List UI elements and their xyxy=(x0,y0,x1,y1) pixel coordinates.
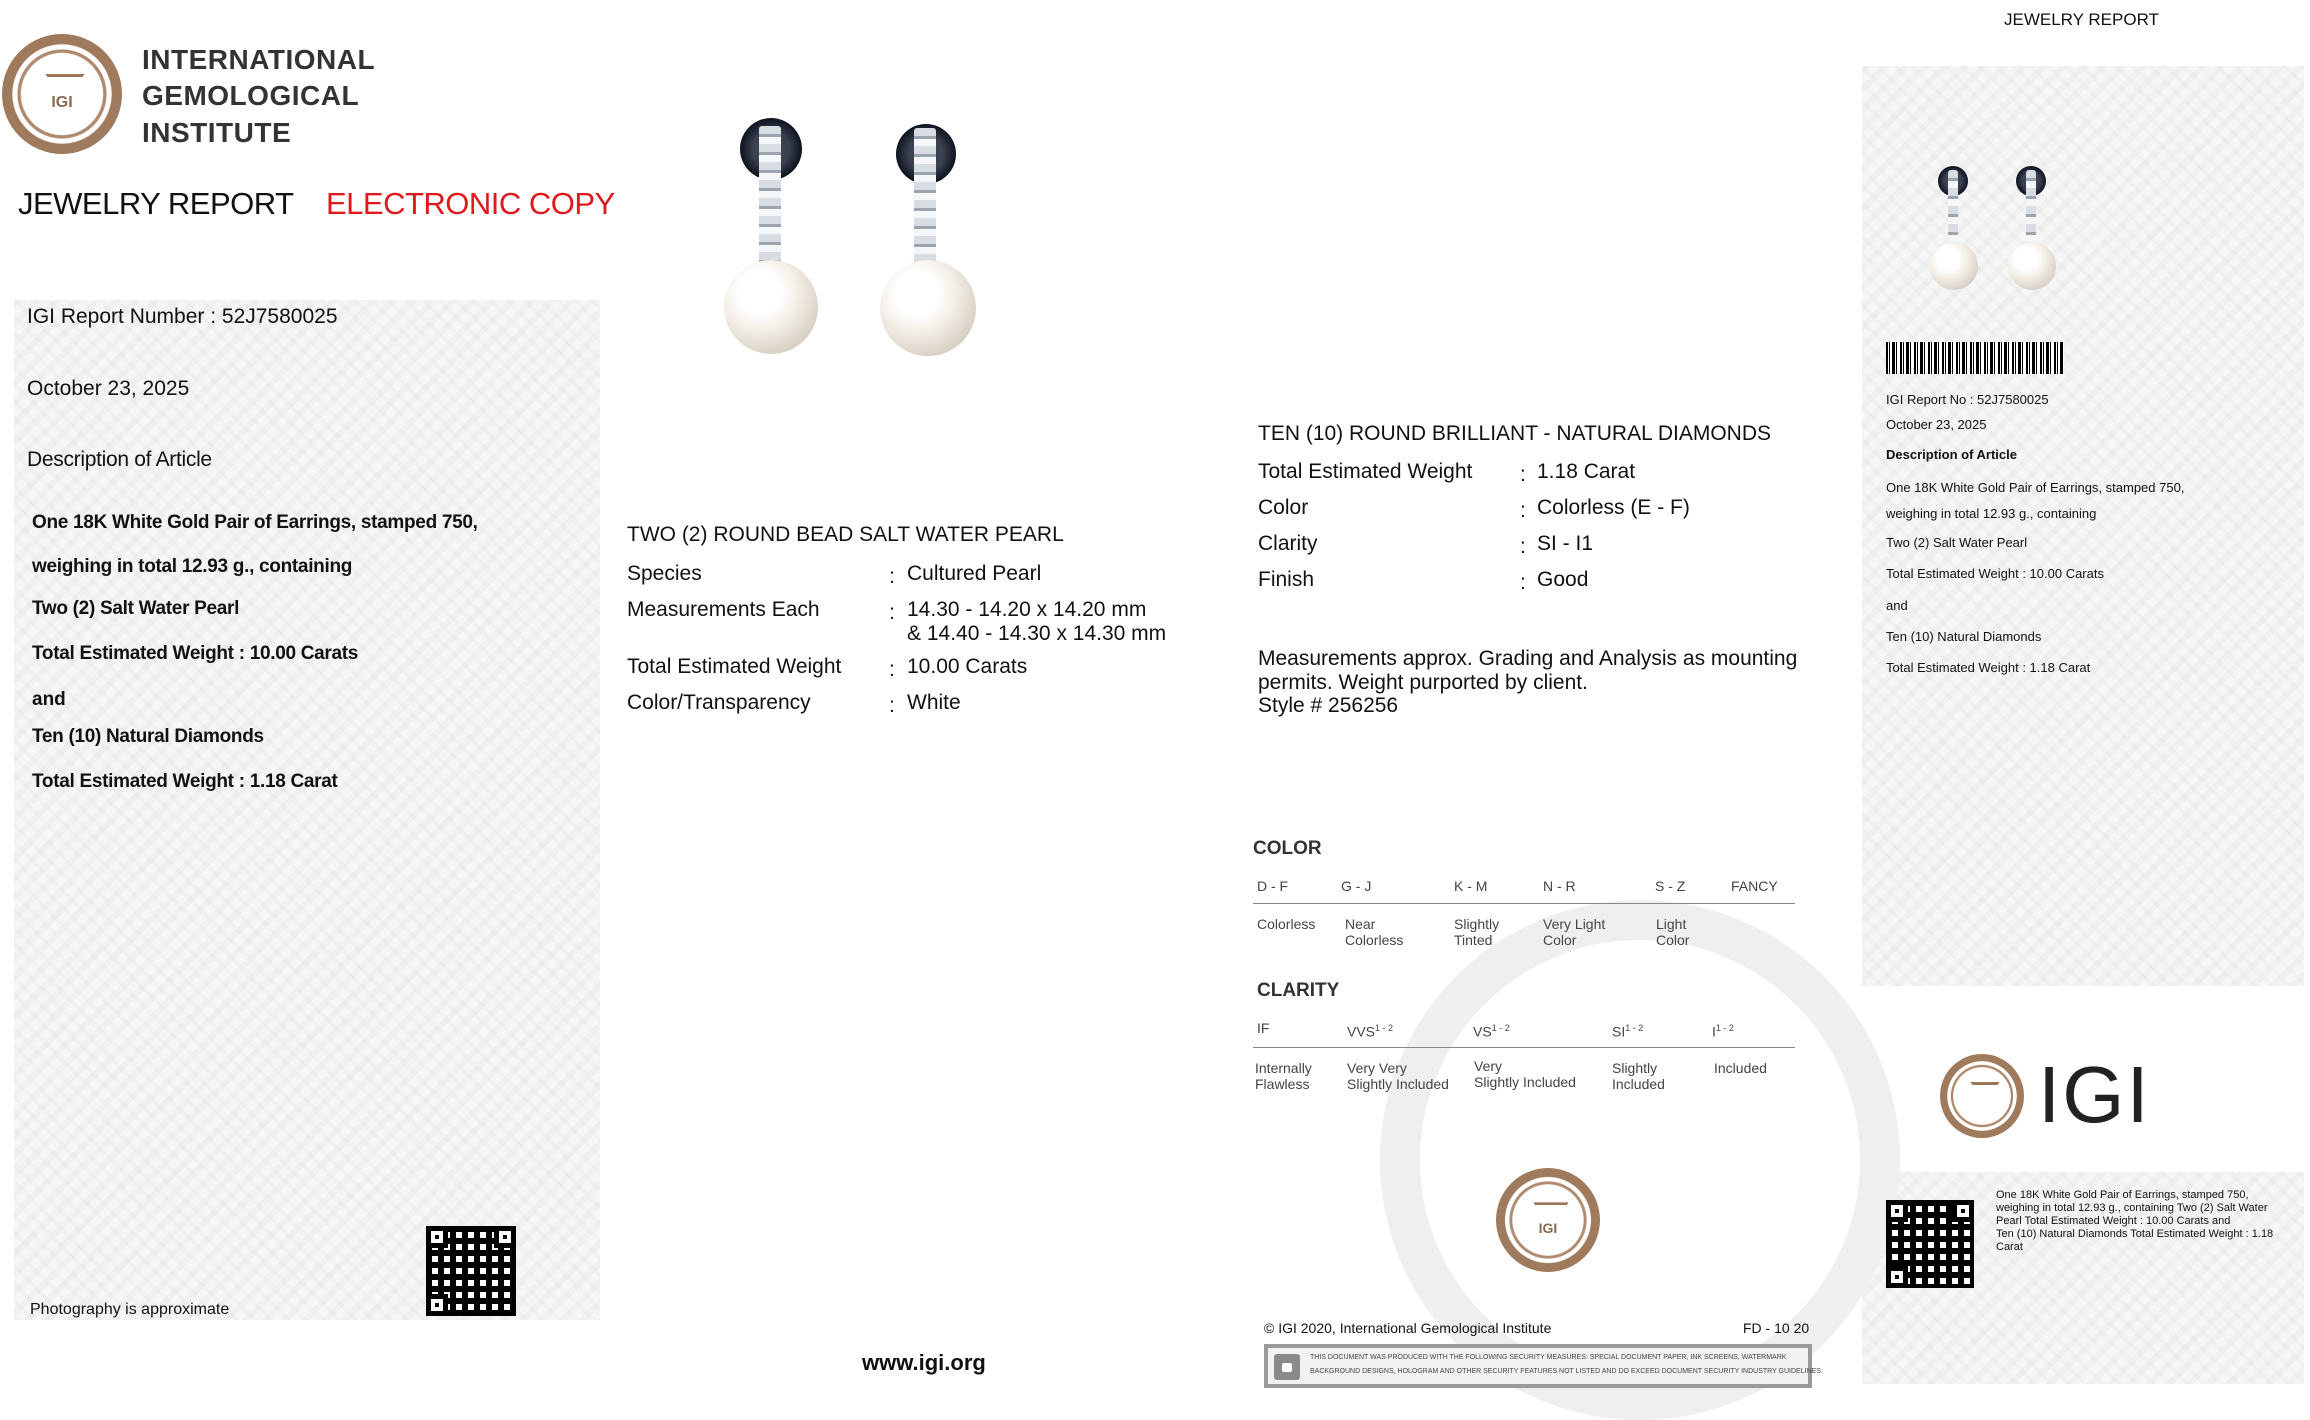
diamond-row-value: Colorless (E - F) xyxy=(1537,496,1690,519)
color-grade-desc: Colorless xyxy=(1345,932,1404,948)
colon-separator: : xyxy=(889,565,895,588)
description-line: Two (2) Salt Water Pearl xyxy=(32,598,240,619)
pearl-row-value: 10.00 Carats xyxy=(907,655,1028,678)
barcode[interactable] xyxy=(1886,342,2064,374)
colon-separator: : xyxy=(1520,535,1526,558)
earring-photo xyxy=(700,110,1000,370)
clarity-grade-desc: Slightly Included xyxy=(1347,1076,1449,1092)
report-title: JEWELRY REPORT xyxy=(18,186,294,221)
igi-seal-logo xyxy=(2,34,122,154)
pearl-row-label: Species xyxy=(627,562,702,585)
diamond-row-label: Clarity xyxy=(1258,532,1318,555)
seal-letters: IGI xyxy=(51,94,73,111)
diamond-row-label: Color xyxy=(1258,496,1309,519)
pearl-row-value-2: & 14.40 - 14.30 x 14.30 mm xyxy=(907,622,1167,645)
color-grade-code: D - F xyxy=(1257,878,1289,894)
right-summary-line: Carat xyxy=(1996,1241,2023,1253)
right-description-heading: Description of Article xyxy=(1886,447,2017,462)
electronic-copy-label: ELECTRONIC COPY xyxy=(326,186,615,221)
clarity-grade-desc: Very Very xyxy=(1347,1060,1407,1076)
comments-line: permits. Weight purported by client. xyxy=(1258,671,1588,694)
clarity-scale-line xyxy=(1253,1047,1795,1048)
clarity-grade-sup: 1 - 2 xyxy=(1375,1023,1394,1033)
color-grade-code: N - R xyxy=(1543,878,1576,894)
clarity-grade-code: SI$^{1 - 2}$ xyxy=(1612,1023,1644,1040)
clarity-grade-code: VVS$^{1 - 2}$ xyxy=(1347,1023,1394,1040)
description-line: weighing in total 12.93 g., containing xyxy=(32,556,353,577)
report-date: October 23, 2025 xyxy=(27,377,190,400)
right-qr-code[interactable] xyxy=(1886,1200,1974,1288)
left-qr-code[interactable] xyxy=(426,1226,516,1316)
color-grade-code: FANCY xyxy=(1731,878,1778,894)
pearl-row-value: 14.30 - 14.20 x 14.20 mm xyxy=(907,598,1147,621)
right-igi-seal xyxy=(1940,1054,2024,1138)
color-grade-code: S - Z xyxy=(1655,878,1686,894)
form-code: FD - 10 20 xyxy=(1743,1320,1810,1336)
clarity-grade-desc: Slightly xyxy=(1612,1060,1658,1076)
colon-separator: : xyxy=(889,694,895,717)
clarity-grade-code: $I^{1 - 2}$ xyxy=(1712,1023,1734,1040)
right-report-number: IGI Report No : 52J7580025 xyxy=(1886,392,2049,407)
colon-separator: : xyxy=(1520,571,1526,594)
diamond-row-value: 1.18 Carat xyxy=(1537,460,1636,483)
right-summary-line: One 18K White Gold Pair of Earrings, stamped 750, xyxy=(1996,1189,2249,1201)
right-description-line: and xyxy=(1886,598,1908,613)
diamond-section-title: TEN (10) ROUND BRILLIANT - NATURAL DIAMONDS xyxy=(1258,422,1772,445)
comments-line: Measurements approx. Grading and Analysis as mounting xyxy=(1258,647,1798,670)
clarity-grade-desc: Included xyxy=(1612,1076,1665,1092)
colon-separator: : xyxy=(1520,463,1526,486)
brand-line-1: INTERNATIONAL xyxy=(142,44,376,75)
clarity-grade-code: IF xyxy=(1257,1020,1270,1036)
description-heading: Description of Article xyxy=(27,448,212,471)
color-grade-desc: Color xyxy=(1656,932,1690,948)
color-grade-desc: Slightly xyxy=(1454,916,1500,932)
diamond-row-value: SI - I1 xyxy=(1537,532,1594,555)
right-summary-line: weighing in total 12.93 g., containing Two (2) Salt Water xyxy=(1996,1202,2268,1214)
diamond-row-label: Total Estimated Weight xyxy=(1258,460,1473,483)
right-report-date: October 23, 2025 xyxy=(1886,417,1987,432)
pearl-row-label: Measurements Each xyxy=(627,598,820,621)
brand-line-3: INSTITUTE xyxy=(142,117,292,148)
right-description-line: One 18K White Gold Pair of Earrings, stamped 750, xyxy=(1886,480,2185,495)
center-igi-seal xyxy=(1496,1168,1600,1272)
pearl-row-value: Cultured Pearl xyxy=(907,562,1042,585)
color-grade-desc: Colorless xyxy=(1257,916,1316,932)
color-scale-line xyxy=(1253,903,1795,904)
clarity-grade-desc: Slightly Included xyxy=(1474,1074,1576,1090)
security-text-line: BACKGROUND DESIGNS, HOLOGRAM AND OTHER SECURITY FEATURES NOT LISTED AND DO EXCEED DOCUMENT SECURITY INDUSTRY GUIDELINES. xyxy=(1310,1368,1823,1375)
right-description-line: Total Estimated Weight : 10.00 Carats xyxy=(1886,566,2104,581)
clarity-grade-desc: Included xyxy=(1714,1060,1767,1076)
diamond-row-value: Good xyxy=(1537,568,1589,591)
security-strip xyxy=(1264,1344,1823,1388)
clarity-grade-sup: 1 - 2 xyxy=(1625,1023,1644,1033)
clarity-grade-code: VS$^{1 - 2}$ xyxy=(1473,1023,1510,1040)
clarity-grade-sup: 1 - 2 xyxy=(1715,1023,1734,1033)
description-line: and xyxy=(32,689,66,710)
right-panel-title: JEWELRY REPORT xyxy=(2004,10,2159,29)
pearl-row-value: White xyxy=(907,691,961,714)
website-link[interactable]: www.igi.org xyxy=(862,1350,986,1375)
right-description-line: weighing in total 12.93 g., containing xyxy=(1886,506,2097,521)
photo-note: Photography is approximate xyxy=(30,1301,230,1318)
clarity-grade-desc: Internally xyxy=(1255,1060,1312,1076)
seal-year: 1975 xyxy=(51,122,73,132)
right-earring-thumbnail xyxy=(1920,160,2070,300)
seal-letters: IGI xyxy=(1538,1220,1558,1236)
color-grade-desc: Tinted xyxy=(1454,932,1493,948)
lock-icon xyxy=(1274,1354,1300,1380)
clarity-grade-sup: 1 - 2 xyxy=(1491,1023,1510,1033)
description-line: One 18K White Gold Pair of Earrings, stamped 750, xyxy=(32,512,478,533)
color-grade-code: G - J xyxy=(1341,878,1372,894)
clarity-grade-desc: Very xyxy=(1474,1058,1503,1074)
center-seal-watermark xyxy=(1380,900,1900,1420)
description-line: Total Estimated Weight : 10.00 Carats xyxy=(32,643,359,664)
right-description-line: Ten (10) Natural Diamonds xyxy=(1886,629,2042,644)
description-line: Ten (10) Natural Diamonds xyxy=(32,726,264,747)
right-igi-logo-text: IGI xyxy=(2038,1050,2151,1139)
color-scale-heading: COLOR xyxy=(1253,838,1322,859)
color-grade-desc: Near xyxy=(1345,916,1376,932)
pearl-section-title: TWO (2) ROUND BEAD SALT WATER PEARL xyxy=(627,523,1064,546)
brand-line-2: GEMOLOGICAL xyxy=(142,80,360,111)
style-number: Style # 256256 xyxy=(1258,694,1399,717)
color-grade-desc: Color xyxy=(1543,932,1577,948)
right-summary-line: Pearl Total Estimated Weight : 10.00 Carats and xyxy=(1996,1215,2231,1227)
color-grade-desc: Light xyxy=(1656,916,1687,932)
color-grade-code: K - M xyxy=(1454,878,1488,894)
description-line: Total Estimated Weight : 1.18 Carat xyxy=(32,771,338,792)
color-grade-desc: Very Light xyxy=(1543,916,1606,932)
security-text-line: THIS DOCUMENT WAS PRODUCED WITH THE FOLLOWING SECURITY MEASURES: SPECIAL DOCUMENT PAPER, INK SCREENS, WATERMARK xyxy=(1310,1354,1787,1361)
colon-separator: : xyxy=(889,658,895,681)
colon-separator: : xyxy=(1520,499,1526,522)
right-summary-line: Ten (10) Natural Diamonds Total Estimated Weight : 1.18 xyxy=(1996,1228,2274,1240)
right-description-line: Total Estimated Weight : 1.18 Carat xyxy=(1886,660,2091,675)
clarity-scale-heading: CLARITY xyxy=(1257,980,1340,1001)
diamond-row-label: Finish xyxy=(1258,568,1315,591)
right-description-line: Two (2) Salt Water Pearl xyxy=(1886,535,2028,550)
colon-separator: : xyxy=(889,601,895,624)
clarity-grade-desc: Flawless xyxy=(1255,1076,1310,1092)
report-number: IGI Report Number : 52J7580025 xyxy=(27,305,338,328)
copyright: © IGI 2020, International Gemological Institute xyxy=(1264,1320,1552,1336)
pearl-row-label: Color/Transparency xyxy=(627,691,811,714)
pearl-row-label: Total Estimated Weight xyxy=(627,655,842,678)
